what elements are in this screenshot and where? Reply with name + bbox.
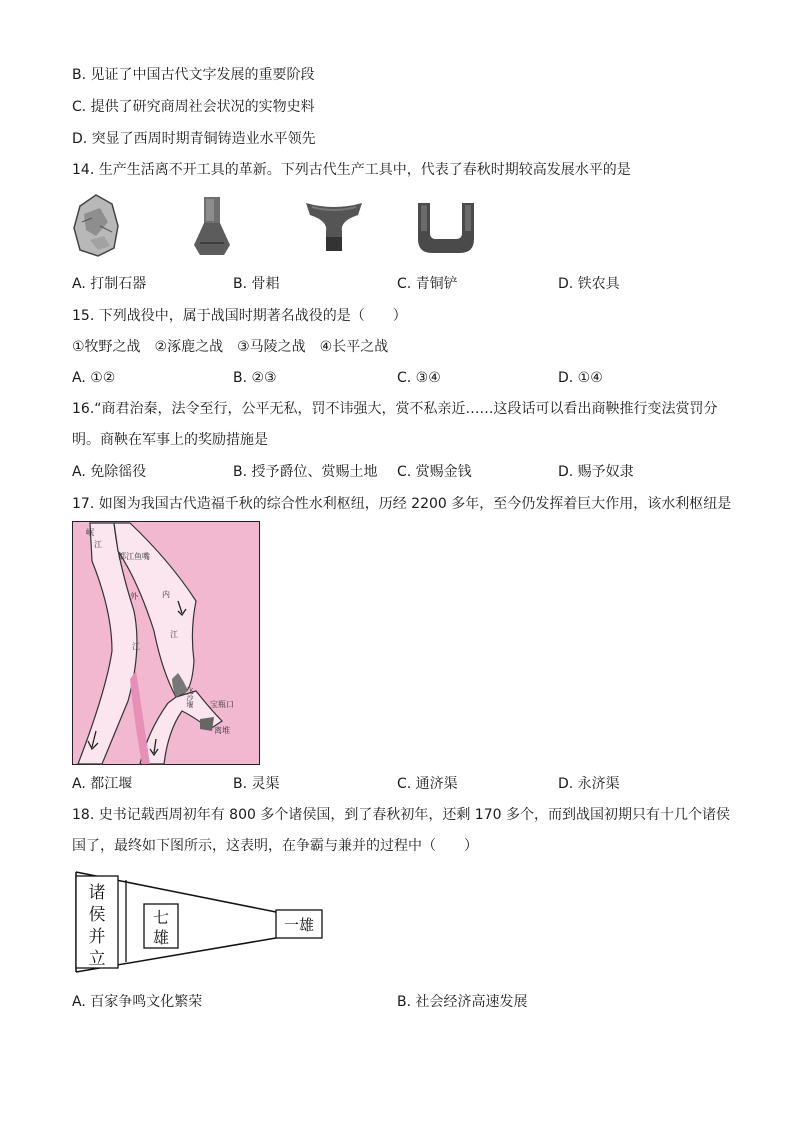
q14-option-c: C. 青铜铲 xyxy=(397,276,458,292)
q18-option-b: B. 社会经济高速发展 xyxy=(397,994,528,1010)
map-label-dam: 都江鱼嘴 xyxy=(118,552,150,561)
map-label-nei: 内 xyxy=(162,590,170,599)
bronze-shovel-image xyxy=(300,197,368,257)
map-label-jiang-inner: 江 xyxy=(170,630,178,639)
q13-option-b: B. 见证了中国古代文字发展的重要阶段 xyxy=(72,67,315,83)
q16-stem-line2: 明。商鞅在军事上的奖励措施是 xyxy=(72,432,268,448)
dujiangyan-map xyxy=(72,521,260,765)
q15-option-a: A. ①② xyxy=(72,370,116,386)
q14-option-b: B. 骨耜 xyxy=(233,276,280,292)
box1-char: 侯 xyxy=(88,905,106,925)
box1-char: 并 xyxy=(88,927,106,947)
map-label-jiang-outer: 江 xyxy=(132,642,140,651)
q15-option-c: C. ③④ xyxy=(397,370,441,386)
bone-spade-image xyxy=(186,195,238,261)
q17-option-b: B. 灵渠 xyxy=(233,776,280,792)
q18-option-a: A. 百家争鸣文化繁荣 xyxy=(72,994,203,1010)
box3-text: 一雄 xyxy=(283,916,315,934)
q17-option-c: C. 通济渠 xyxy=(397,776,458,792)
q18-stem-line1: 18. 史书记载西周初年有 800 多个诸侯国，到了春秋初年，还剩 170 多个，而到战国初期只有十几个诸侯 xyxy=(72,807,730,823)
q16-stem-line1: 16.“商君治秦，法令至行，公平无私，罚不讳强大，赏不私亲近……这段话可以看出商鞅推行变法赏罚分 xyxy=(72,401,718,417)
q17-stem: 17. 如图为我国古代造福千秋的综合性水利枢纽，历经 2200 多年，至今仍发挥着巨大作用，该水利枢纽是 xyxy=(72,496,732,512)
box2-char: 七 xyxy=(152,908,170,927)
q14-option-a: A. 打制石器 xyxy=(72,276,147,292)
q18-stem-line2: 国了，最终如下图所示，这表明，在争霸与兼并的过程中（ ） xyxy=(72,838,478,854)
q15-option-b: B. ②③ xyxy=(233,370,277,386)
map-label-baoping: 宝瓶口 xyxy=(210,700,234,709)
q17-option-a: A. 都江堰 xyxy=(72,776,133,792)
hegemony-diagram xyxy=(72,868,328,978)
q15-option-d: D. ①④ xyxy=(558,370,603,386)
q16-option-d: D. 赐予奴隶 xyxy=(558,464,634,480)
map-label-feisha: 飞沙堰 xyxy=(186,687,194,708)
q16-option-c: C. 赏赐金钱 xyxy=(397,464,472,480)
map-label-lidui: 离堆 xyxy=(214,726,230,735)
q17-option-d: D. 永济渠 xyxy=(558,776,620,792)
q16-option-b: B. 授予爵位、赏赐土地 xyxy=(233,464,378,480)
q13-option-d: D. 突显了西周时期青铜铸造业水平领先 xyxy=(72,131,316,147)
box2-char: 雄 xyxy=(152,928,170,947)
map-label-min: 岷 xyxy=(86,528,94,537)
q14-stem: 14. 生产生活离不开工具的革新。下列古代生产工具中，代表了春秋时期较高发展水平的是 xyxy=(72,162,631,178)
iron-farm-tool-image xyxy=(414,199,478,257)
q15-items: ①牧野之战 ②涿鹿之战 ③马陵之战 ④长平之战 xyxy=(72,339,389,355)
box1-char: 立 xyxy=(88,949,106,969)
q14-option-d: D. 铁农具 xyxy=(558,276,620,292)
map-label-wai: 外 xyxy=(130,592,138,601)
box1-char: 诸 xyxy=(88,883,106,903)
lidui-area xyxy=(200,717,214,731)
q15-stem: 15. 下列战役中，属于战国时期著名战役的是（ ） xyxy=(72,308,407,324)
map-label-jiang: 江 xyxy=(94,540,102,549)
q16-option-a: A. 免除徭役 xyxy=(72,464,147,480)
q13-option-c: C. 提供了研究商周社会状况的实物史料 xyxy=(72,99,315,115)
stone-tool-image xyxy=(70,192,122,262)
